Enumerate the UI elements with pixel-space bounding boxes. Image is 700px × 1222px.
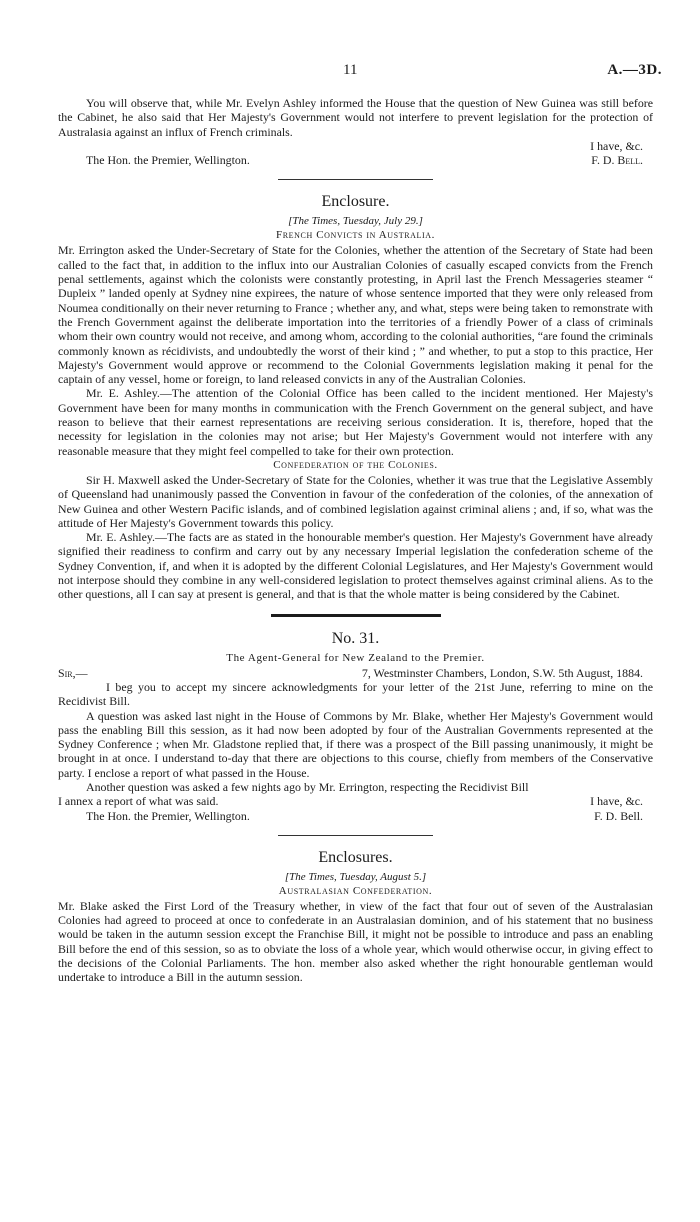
page-header: [0, 62, 700, 82]
enclosures-source: [The Times, Tuesday, August 5.]: [284, 870, 427, 883]
letter-closing: I have, &c.: [590, 794, 643, 809]
enclosure-subtitle-confederation: Confederation of the Colonies.: [273, 458, 438, 471]
enclosure-paragraph-maxwell: Sir H. Maxwell asked the Under-Secretary of State for the Colonies, whether it was true that the Legislative Assembly of Queensland had unanimously passed the Convention in favour of the confederation of the colonies, of the annexation of New Guinea and other Western Pacific islands, and of combined legislation against criminal aliens ; and, if so, what was the attitude of Her Majesty's Government towards this policy.: [58, 472, 653, 530]
intro-paragraph: You will observe that, while Mr. Evelyn Ashley informed the House that the question of New Guinea was still before the Cabinet, he also said that Her Majesty's Government would not interfere to prevent legislation for the protection of Australasia against an influx of French criminals.: [58, 96, 653, 139]
page-body: [58, 96, 653, 985]
enclosure-source: [The Times, Tuesday, July 29.]: [288, 215, 423, 228]
section-divider-thick: [271, 614, 441, 617]
letter-annex-line: I annex a report of what was said.: [58, 794, 219, 809]
letter-paragraph-1: I beg you to accept my sincere acknowledgments for your letter of the 21st June, referring to mine on the Recidivist Bill.: [58, 679, 653, 709]
letter-salutation-row: [58, 666, 653, 680]
letter-addressee: The Hon. the Premier, Wellington.: [86, 808, 250, 823]
intro-signature: F. D. Bell.: [591, 153, 643, 168]
letter-address: 7, Westminster Chambers, London, S.W. 5th August, 1884.: [361, 665, 643, 680]
letter-signature-row: [58, 809, 653, 823]
intro-addressee: The Hon. the Premier, Wellington.: [86, 153, 250, 168]
intro-signature-row: [58, 153, 653, 167]
letter-paragraph-3: Another question was asked a few nights ago by Mr. Errington, respecting the Recidivist Bill: [86, 779, 529, 794]
enclosures-subtitle: Australasian Confederation.: [278, 884, 433, 897]
enclosures-title: Enclosures.: [318, 848, 393, 866]
letter-heading: The Agent-General for New Zealand to the Premier.: [226, 651, 485, 664]
letter-signature: F. D. Bell.: [594, 808, 643, 823]
letter-paragraph-2: A question was asked last night in the House of Commons by Mr. Blake, whether Her Majesty's Government would pass the enabling Bill this session, as it had now been adopted by four of the Australian Governments represented at the Sydney Conference ; when Mr. Gladstone replied that, if there was a prospect of the Bill passing unanimously, it might be brought in at once. I understand to-day that there are objections to this course, chiefly from members of the Conservative party. I enclose a report of what passed in the House.: [58, 708, 653, 780]
enclosure-paragraph-errington: Mr. Errington asked the Under-Secretary of State for the Colonies, whether the attention of the Secretary of State had been called to the fact that, in addition to the influx into our Australian Colonies of casually escaped convicts from the French penal settlements, against which the colonists were constantly protesting, in April last the French Messageries steamer “ Dupleix ” landed openly at Sydney nine expirees, the nature of whose sentence imported that they were only released from Noumea conditionally on their never returning to France ; whether any, and what, steps were being taken to remonstrate with the French Government against the deliberate importation into the territories of a friendly Power of a class of criminals whom their own country would not receive, and among whom, according to the colonial authorities, “are found the criminals commonly known as récidivists, and undoubtedly the worst of their kind ; ” and whether, to put a stop to this practice, Her Majesty's Government would approve or recommend to the Colonial Governments legislation making it penal for the captain of any vessel, home or foreign, to land released convicts in any of the Australian Colonies.: [58, 243, 653, 387]
enclosures-paragraph-blake: Mr. Blake asked the First Lord of the Treasury whether, in view of the fact that four out of seven of the Australasian Colonies had agreed to proceed at once to confederate in an Australasian dominion, and of his statement that no business would be taken in the autumn session except the Franchise Bill, it might not be possible to introduce and pass an enabling Bill before the end of this session, so as to obviate the loss of a whole year, which would otherwise occur, in giving effect to the decisions of the Colonial Parliaments. The hon. member also asked whether the right honourable gentleman would undertake to introduce a Bill in the autumn session.: [58, 898, 653, 985]
enclosure-paragraph-ashley-reply: Mr. E. Ashley.—The attention of the Colonial Office has been called to the incident mentioned. Her Majesty's Government have been for many months in communication with the French Government on the general subject, and have reason to believe that their earnest representations are receiving serious consideration. It is, therefore, hoped that the necessity for legislation in the colonies may not arise; but Her Majesty's Government would not interfere with any reasonable measure that they might feel compelled to take for their own protection.: [58, 386, 653, 458]
enclosure-subtitle: French Convicts in Australia.: [276, 229, 435, 242]
page-number: 11: [343, 62, 358, 78]
letter-number: No. 31.: [331, 629, 380, 647]
section-divider: [278, 179, 433, 180]
enclosure-title: Enclosure.: [321, 193, 390, 211]
letter-annex-row: [58, 794, 653, 808]
letter-salutation: Sir,—: [58, 665, 88, 680]
document-reference: A.—3D.: [607, 62, 662, 78]
enclosure-paragraph-ashley-facts: Mr. E. Ashley.—The facts are as stated in the honourable member's question. Her Majesty's Government have already signified their readiness to confirm and carry out by any necessary Imperial legislation the confederation scheme of the Sydney Convention, if, and when it is adopted by the different Colonial Legislatures, and Her Majesty's Government would not interpose should they combine in any well-considered legislation to protect themselves against criminal aliens. As to the other questions, all I can say at present is general, and that is that the whole matter is being considered by the Cabinet.: [58, 530, 653, 602]
section-divider-2: [278, 835, 433, 836]
intro-closing: I have, &c.: [590, 138, 643, 153]
